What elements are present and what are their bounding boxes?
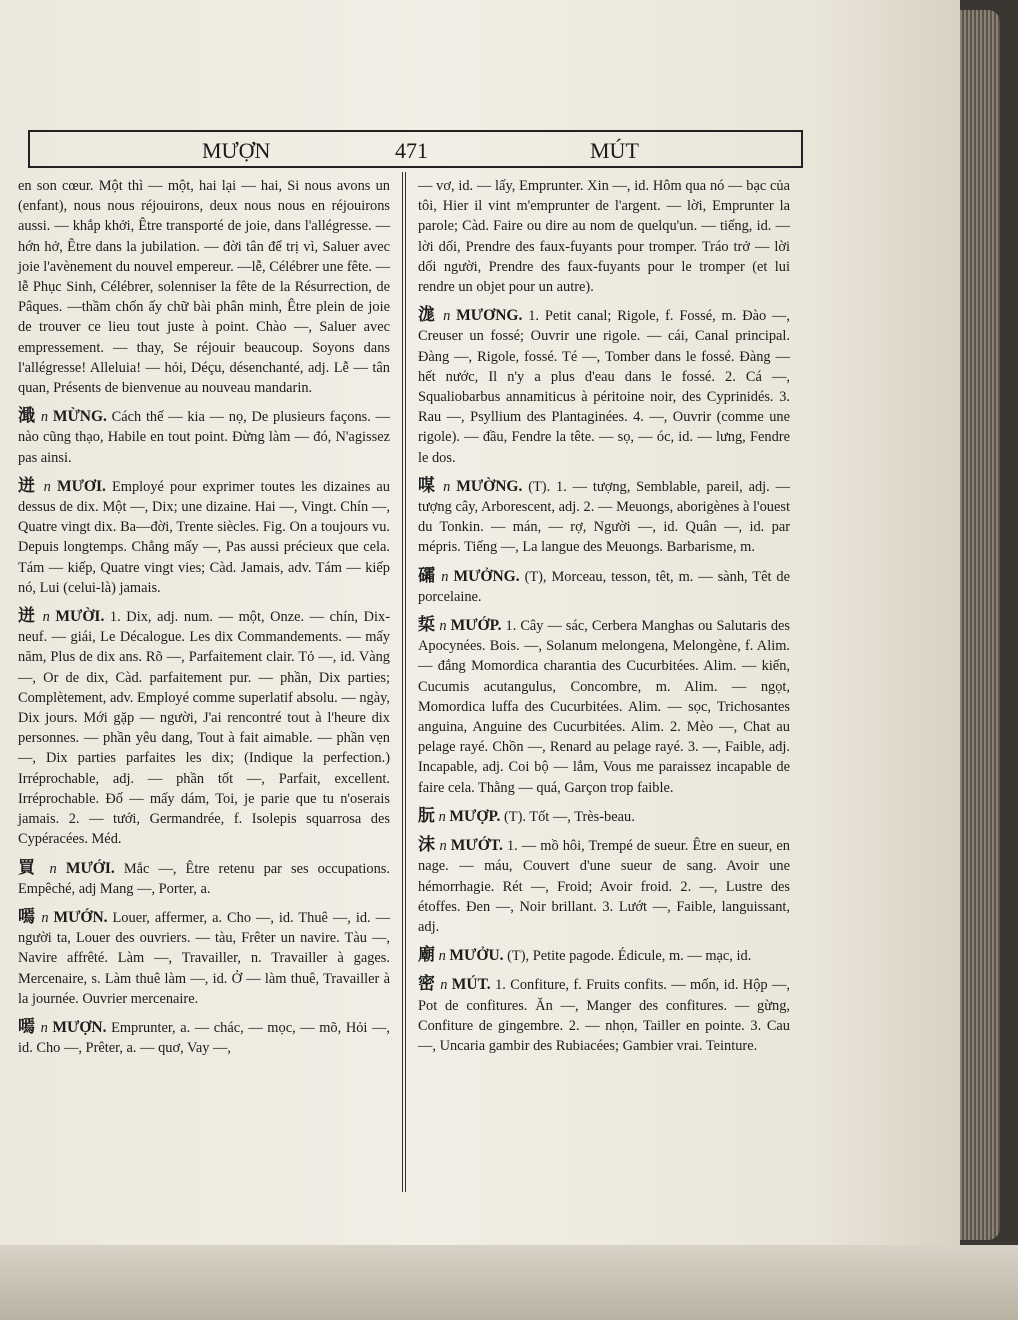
entry-text: 1. Cây — sác, Cerbera Manghas ou Salutaris des Apocynées. Bois. —, Solanum melongena, Melongène, f. Alim. — đắng Momordica charantia des Cucurbitées. Alim. — kiến, Cucumis acutangulus, Concombre, m. Alim. — ngọt, Momordica luffa des Cucurbitées. Alim. — sọc, Trichosantes anguina, Anguine des Cucurbitées. Alim. 2. Mèo —, Chat au pelage rayé. Chồn —, Renard au pelage rayé. 3. —, Faible, adj. Incapable, adj. Coi bộ — lắm, Vous me paraissez incapable de faire cela. Thằng — quá, Garçon trop faible. (418, 618, 790, 796)
entry-pos: n (438, 808, 446, 825)
entry-text: 1. Dix, adj. num. — một, Onze. — chín, Dix-neuf. — giái, Le Décalogue. Les dix Commandements. — mấy năm, Plus de dix ans. Rõ —, Parfaitement clair. Tỏ —, id. Vàng —, Or de dix, Càd. parfaitement pur. — phần, Dix parties; Complètement, adv. Employé comme superlatif absolu. — ngày, Dix jours. Mới gặp — người, J'ai rencontré tout à l'heure dix personnes. — phần yêu dang, Tout à fait aimable. — phần vẹn —, Dix parties parfaites les dix; (Indique la perfection.) Irréprochable, adj. — phần tốt —, Parfait, excellent. Irréprochable. Đố — mấy dám, Toi, je parie que tu n'oserais jamais. 2. — tưới, Germandrée, f. Isolepis squarrosa des Cypéracées. Méd. (18, 609, 390, 848)
entry-character: 礵 (418, 565, 437, 585)
right-column (418, 176, 790, 1196)
column-divider (402, 172, 406, 1192)
entry-pos: n (438, 948, 446, 965)
entry-character: 嘕 (18, 1016, 36, 1036)
entry-character: 廟 (418, 945, 435, 965)
dictionary-entry (418, 566, 790, 607)
entry-headword: MƯƠNG. (456, 307, 523, 325)
entry-continuation (18, 176, 390, 398)
entry-character: 梊 (418, 615, 436, 635)
entry-headword: MƯỚI. (65, 859, 115, 877)
entry-pos: n (440, 977, 448, 994)
entry-text: Emprunter, a. — chác, — mọc, — mõ, Hỏi —, id. Cho —, Prêter, a. — quơ, Vay —, (18, 1019, 390, 1057)
dictionary-entry (418, 806, 790, 827)
page-number: 471 (395, 138, 428, 163)
entry-text: Mắc —, Être retenu par ses occupations. Empêché, adj Mang —, Porter, a. (18, 860, 391, 897)
dictionary-entry (418, 615, 790, 798)
entry-character: 濈 (18, 406, 37, 426)
entry-character: 㖼 (418, 475, 438, 495)
dictionary-entry (18, 406, 390, 468)
entry-pos: n (441, 568, 449, 585)
entry-pos: n (42, 609, 50, 626)
entry-headword: MƯỢP. (449, 807, 501, 825)
entry-text: en son cœur. Một thì — một, hai lại — hai, Si nous avons un (enfant), nous nous réjouirons, deux nous nous en réjouirons aussi. — khắp khởi, Être transporté de joie, dans l'allégresse. — hớn hở, Être dans la jubilation. — đời tân để trị vì, Saluer avec joie l'avènement du nouvel empereur. —lễ, Célébrer une fête. —lễ Phục Sinh, Célébrer, solenniser la fête de la Résurrection, de Pâques. —thầm chốn ấy chữ bài phân minh, Être plein de joie de trouver ce lieu tout juste à point. Chào —, Saluer avec empressement. — thay, Se réjouir beaucoup. Soyons dans l'allégresse! Alleluia! — hỏi, Déçu, désenchanté, adj. Lễ — tân quan, Présents de bienvenue au nouveau mandarin. (18, 178, 390, 397)
entry-continuation (418, 176, 790, 297)
entry-text: Cách thế — kia — nọ, De plusieurs façons. — nào cũng thạo, Habile en tout point. Đừng làm — đó, N'agissez pas ainsi. (18, 409, 390, 466)
entry-headword: MƯỚN. (53, 908, 108, 926)
entry-text: (T). Tốt —, Très-beau. (503, 808, 635, 825)
book-bottom-shadow (0, 1245, 1018, 1320)
entry-character: 浝 (418, 305, 438, 325)
dictionary-entry (418, 945, 790, 966)
entry-character: 沫 (418, 835, 436, 855)
entry-pos: n (49, 860, 57, 877)
header-left-word: MƯỢN (202, 138, 271, 163)
entry-headword: MƯỚT. (450, 837, 503, 855)
dictionary-entry (18, 858, 390, 899)
entry-character: 密 (418, 974, 436, 994)
entry-pos: n (443, 478, 451, 495)
dictionary-entry (418, 974, 790, 1056)
entry-headword: MƯỞNG. (453, 567, 520, 585)
dictionary-entry (418, 835, 790, 937)
entry-pos: n (40, 409, 49, 426)
entry-character: 嘕 (18, 906, 37, 926)
entry-headword: MƯỚP. (450, 617, 502, 635)
dictionary-entry (18, 1017, 390, 1058)
entry-pos: n (40, 1019, 48, 1036)
entry-character: 朊 (418, 805, 435, 825)
left-column (18, 176, 390, 1206)
entry-headword: MƯỢN. (52, 1018, 107, 1036)
dictionary-entry (18, 907, 390, 1009)
entry-headword: MƯỞU. (449, 947, 504, 965)
dictionary-entry (418, 305, 790, 468)
dictionary-entry (418, 476, 790, 558)
header-right-word: MÚT (590, 138, 639, 163)
running-header (28, 130, 803, 168)
entry-pos: n (43, 478, 51, 495)
entry-text: (T), Morceau, tesson, têt, m. — sành, Têt de porcelaine. (418, 568, 791, 605)
entry-headword: MÚT. (451, 976, 491, 994)
entry-character: 迸 (18, 606, 37, 626)
dictionary-entry (18, 476, 390, 598)
book-page-edges (960, 10, 1000, 1240)
entry-character: 買 (18, 857, 41, 877)
entry-pos: n (439, 838, 447, 855)
entry-character: 迸 (18, 475, 38, 495)
entry-text: 1. Petit canal; Rigole, f. Fossé, m. Đào —, Creuser un fossé; Ouvrir une rigole. — cái, Canal principal. Đàng —, Rigole, fossé. Té —, Tomber dans le fossé. Đàng — hết nước, Il n'y a plus d'eau dans le fossé. 2. Cá —, Squaliobarbus annamiticus à péritoine noir, des Cyprinidés. 3. Rau —, Psyllium des Plantaginées. 4. —, Ouvrir (comme une rigole). — đầu, Fendre la tête. — sọ, — óc, id. — lưng, Fendre le dos. (418, 308, 790, 466)
entry-headword: MỪNG. (52, 408, 107, 426)
entry-pos: n (443, 308, 451, 325)
entry-pos: n (41, 909, 49, 926)
entry-text: 1. Confiture, f. Fruits confits. — mốn, id. Hộp —, Pot de confitures. Ăn —, Manger des confitures. — gừng, Confiture de gingembre. 2. — nhọn, Tailler en pointe. 3. Cau —, Uncaria gambir des Rubiacées; Gambier vrai. Teinture. (418, 977, 790, 1054)
entry-text: Employé pour exprimer toutes les dizaines au dessus de dix. Một —, Dix; une dizaine. Hai —, Vingt. Chín —, Quatre vingt dix. Ba—đời, Trente siècles. Fig. On a toujours vu. Depuis longtemps. Chẳng mấy —, Pas aussi précieux que cela. Tám — kiếp, Quatre vingt vies; Càd. Jamais, adv. Tám — kiếp nó, Lui (celui-là) jamais. (18, 478, 390, 596)
entry-headword: MƯƠI. (56, 477, 106, 495)
entry-headword: MƯỜI. (55, 608, 105, 626)
entry-text: (T). 1. — tượng, Semblable, pareil, adj. — tượng cây, Arborescent, adj. 2. — Meuongs, aborigènes à l'ouest du Tonkin. — mán, — rợ, Người —, id. Quân —, id. par mépris. Tiếng —, La langue des Meuongs. Barbarisme, m. (418, 478, 790, 556)
entry-pos: n (439, 618, 447, 635)
entry-text: (T), Petite pagode. Édicule, m. — mạc, id. (507, 948, 752, 965)
entry-text: Louer, affermer, a. Cho —, id. Thuê —, id. — người ta, Louer des ouvriers. — tàu, Frêter un navire. Tàu —, Navire affrêté. Làm —, Travailler, n. Travailler à gages. Mercenaire, s. Làm thuê làm —, id. Ở — làm thuê, Travailler à la journée. Ouvrier mercenaire. (18, 909, 390, 1007)
entry-text: — vơ, id. — lấy, Emprunter. Xin —, id. Hôm qua nó — bạc của tôi, Hier il vint m'emprunter de l'argent. — lời, Emprunter la parole; Càd. Faire ou dire au nom de quelqu'un. — tiếng, id. — lời dối, Prendre des faux-fuyants pour tromper. Tráo trở — lời dối người, Prendre des faux-fuyants pour le tromper (et lui rendre un objet pour un autre). (418, 178, 790, 296)
dictionary-entry (18, 606, 390, 849)
entry-headword: MƯỜNG. (456, 477, 523, 495)
entry-text: 1. — mồ hôi, Trempé de sueur. Être en sueur, en nage. — máu, Couvert d'une sueur de sang. Avoir une hémorrhagie. Rét —, Froid; Avoir froid. 2. —, Lustre des étoffes. Đen —, Noir brillant. 3. Lướt —, Faible, languissant, adj. (418, 838, 790, 935)
